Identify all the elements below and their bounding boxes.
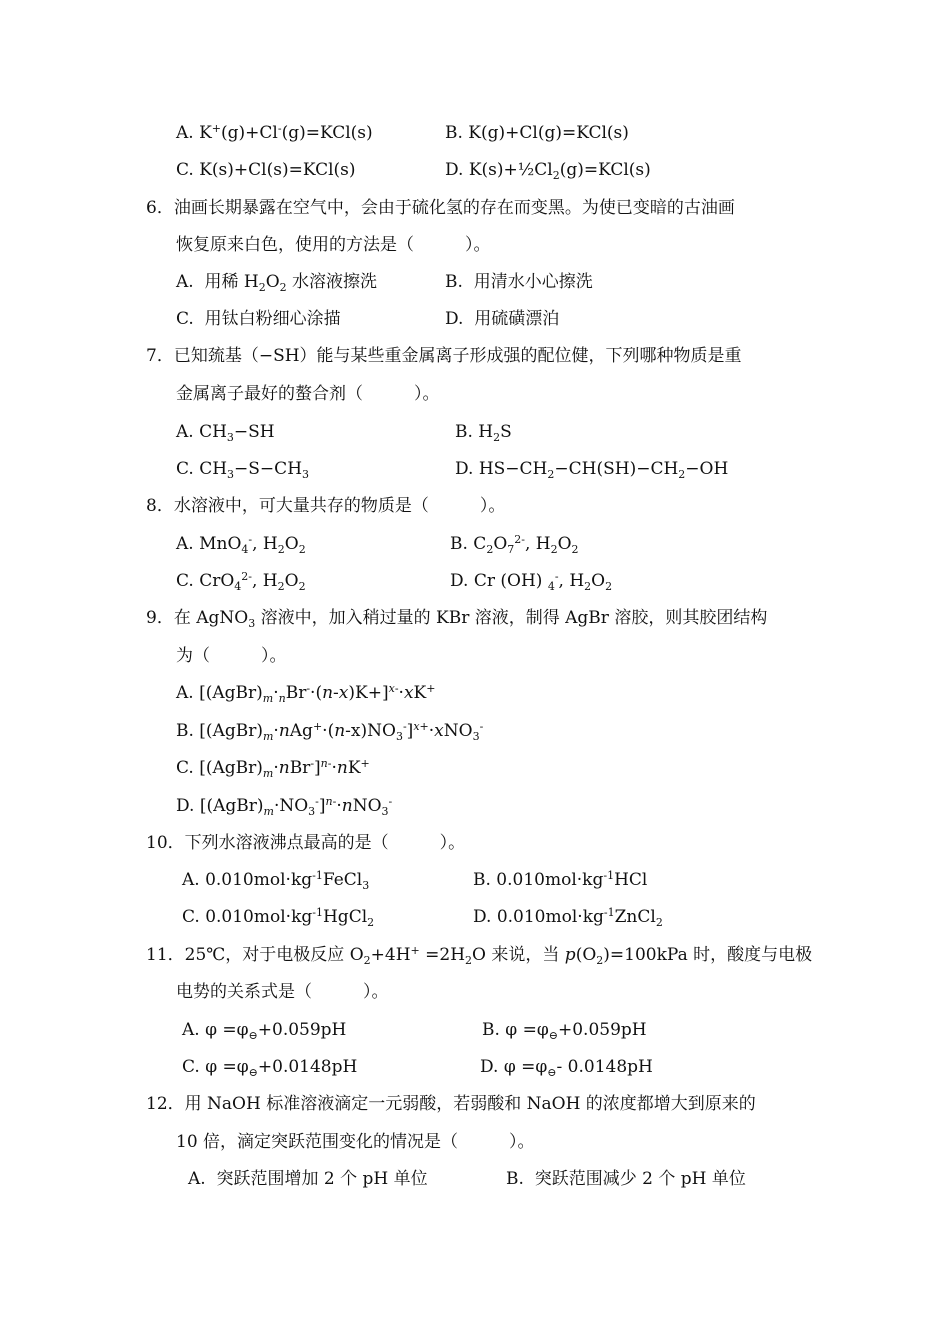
q12-option-a: A. 突跃范围增加 2 个 pH 单位 xyxy=(188,1169,428,1189)
q10-option-c: C. $0.010mol\cdot kg^{-1}HgCl_2$ xyxy=(182,906,375,929)
q10-option-d: D. $0.010mol\cdot kg^{-1}ZnCl_2$ xyxy=(473,906,663,929)
q8-option-a: A. MnO$_4$-, $H_2O_2$ xyxy=(176,533,306,556)
q9-option-b: B. $[(AgBr)_m\cdot nAg^+\cdot(n-x)NO_3^-]^{x+}\cdot xNO_3^-$ xyxy=(176,720,484,743)
q12-number: 12． xyxy=(146,1094,185,1114)
q8-option-c: C. CrO$_4^{2-}$, $H_2O_2$ xyxy=(176,570,306,593)
q8-option-d: D. Cr (OH) $_4$-, $H_2O_2$ xyxy=(450,570,613,593)
q9-option-c: C. $[(AgBr)_m\cdot nBr^-]^{n-}\cdot nK^+$ xyxy=(176,757,370,780)
q10-option-a: A. $0.010mol\cdot kg^{-1}FeCl_3$ xyxy=(182,869,370,892)
q5-option-d: D. $K(s)+\frac{1}{2}Cl_2(g)=KCl(s)$ xyxy=(445,160,651,182)
q10-option-b: B. $0.010mol\cdot kg^{-1}HCl$ xyxy=(473,869,648,890)
q5-option-a: A. K+(g)+Cl-(g)=KCl(s) xyxy=(176,122,373,143)
q11-option-b: B. $\varphi =\varphi_⊖+0.059pH$ xyxy=(482,1020,647,1042)
q7-option-c: C. $CH_3-S-CH_3$ xyxy=(176,459,310,481)
q6-number: 6． xyxy=(146,198,174,218)
q7-option-b: B. $H_2S$ xyxy=(455,422,512,444)
q8-stem-line-1: 8．水溶液中，可大量共存的物质是（ ）。 xyxy=(146,496,506,516)
q11-option-c: C. $\varphi =\varphi_⊖+0.0148pH$ xyxy=(182,1057,358,1079)
q11-stem-line-1: 11．25℃，对于电极反应 $O_2+4H^+ =2H_2O$ 来说，当 $p(O_2)=100kPa$ 时，酸度与电极 xyxy=(146,944,813,967)
q6-option-d: D. 用硫磺漂泊 xyxy=(445,309,560,329)
q6-option-b: B. 用清水小心擦洗 xyxy=(445,272,593,292)
q7-option-a: A. $CH_3-SH$ xyxy=(176,422,275,444)
q6-option-a: A. 用稀 $H_2O_2$ 水溶液擦洗 xyxy=(176,272,378,294)
q6-stem-line-2: 恢复原来白色，使用的方法是（ ）。 xyxy=(176,235,491,255)
q7-stem-line-2: 金属离子最好的螯合剂（ ）。 xyxy=(176,384,440,404)
q8-option-b: B. $C_2O_7^{2-}$, $H_2O_2$ xyxy=(450,533,579,556)
q9-option-d: D. $[(AgBr)_m\cdot NO_3^-]^{n-}\cdot nNO_3^-$ xyxy=(176,795,393,818)
q11-stem-line-2: 电势的关系式是（ ）。 xyxy=(176,982,389,1002)
q12-stem-line-2: 10 倍，滴定突跃范围变化的情况是（ ）。 xyxy=(176,1132,535,1152)
q8-number: 8． xyxy=(146,496,174,516)
q6-stem-line-1: 6．油画长期暴露在空气中，会由于硫化氢的存在而变黑。为使已变暗的古油画 xyxy=(146,198,735,218)
q9-stem-line-2: 为（ ）。 xyxy=(176,646,287,666)
q7-option-d: D. $HS-CH_2-CH(SH)-CH_2-OH$ xyxy=(455,459,729,481)
q11-option-a: A. $\varphi =\varphi_⊖+0.059pH$ xyxy=(182,1020,347,1042)
q5-option-b: B. K(g)+Cl(g)=KCl(s) xyxy=(445,123,629,143)
q7-stem-line-1: 7．已知巯基（−SH）能与某些重金属离子形成强的配位健，下列哪种物质是重 xyxy=(146,346,742,366)
q9-number: 9． xyxy=(146,608,174,628)
q12-stem-line-1: 12．用 NaOH 标准溶液滴定一元弱酸，若弱酸和 NaOH 的浓度都增大到原来的 xyxy=(146,1094,756,1114)
q9-stem-line-1: 9．在 AgNO$_3$ 溶液中，加入稍过量的 KBr 溶液，制得 AgBr 溶胶，则其胶团结构 xyxy=(146,608,768,630)
q11-number: 11． xyxy=(146,945,185,965)
q10-number: 10． xyxy=(146,833,185,853)
q11-option-d: D. $\varphi =\varphi_⊖-$ 0.0148pH xyxy=(480,1057,653,1079)
q5-option-c: C. K(s)+Cl(s)=KCl(s) xyxy=(176,160,356,180)
q10-stem-line-1: 10．下列水溶液沸点最高的是（ ）。 xyxy=(146,833,466,853)
q9-option-a: A. $[(AgBr)_m\cdot_nBr^-\cdot(n-x)K+]^{x-}\cdot xK^+$ xyxy=(176,682,436,705)
q12-option-b: B. 突跃范围减少 2 个 pH 单位 xyxy=(506,1169,746,1189)
q6-option-c: C. 用钛白粉细心涂描 xyxy=(176,309,341,329)
q7-number: 7． xyxy=(146,346,174,366)
